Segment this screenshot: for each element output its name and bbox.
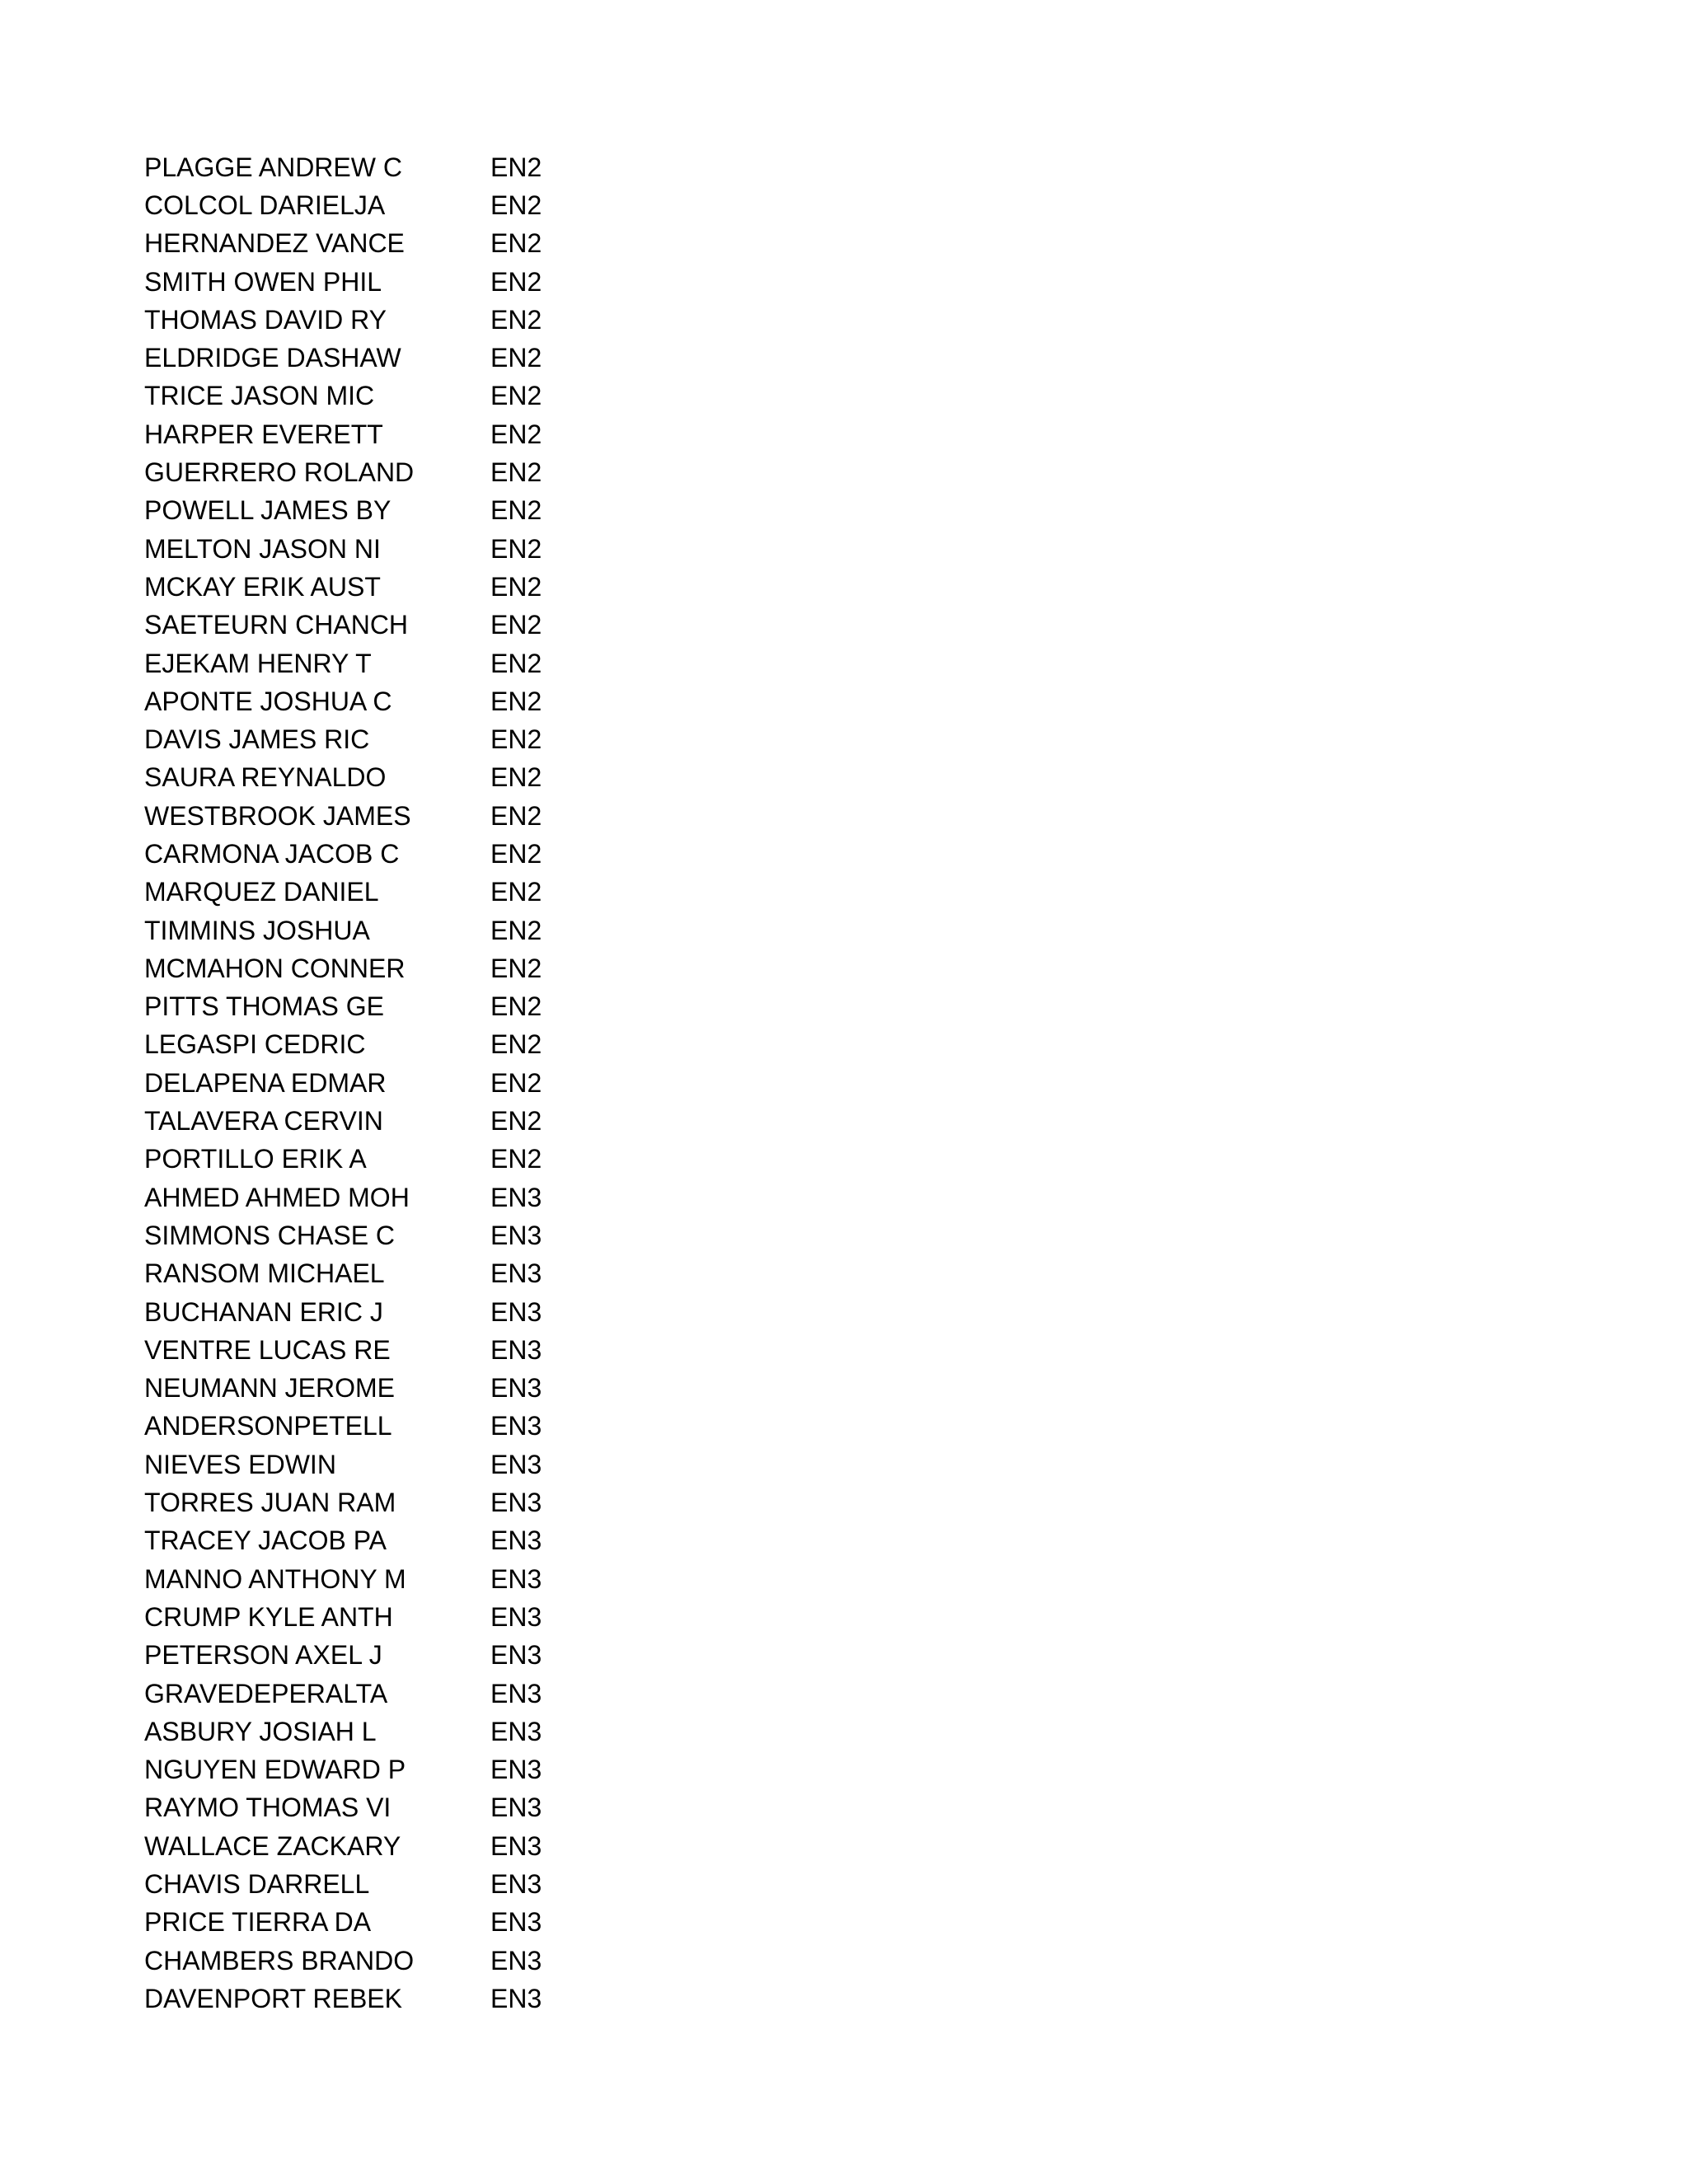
roster-row — [144, 225, 573, 263]
roster-rate: EN3 — [490, 1258, 542, 1289]
roster-name: SAETEURN CHANCH — [144, 610, 409, 640]
roster-rate: EN2 — [490, 1029, 542, 1060]
roster-rate: EN2 — [490, 457, 542, 488]
roster-name: VENTRE LUCAS RE — [144, 1334, 391, 1365]
roster-row — [144, 377, 573, 415]
roster-rate: EN2 — [490, 1144, 542, 1174]
roster-row — [144, 301, 573, 339]
roster-name: TIMMINS JOSHUA — [144, 915, 370, 945]
roster-row — [144, 1331, 573, 1369]
roster-name: MCKAY ERIK AUST — [144, 571, 381, 602]
roster-row — [144, 530, 573, 568]
roster-row — [144, 644, 573, 682]
roster-row — [144, 1789, 573, 1827]
roster-name: MCMAHON CONNER — [144, 953, 406, 983]
roster-rate: EN2 — [490, 304, 542, 335]
roster-name: THOMAS DAVID RY — [144, 304, 387, 335]
roster-name: ANDERSONPETELL — [144, 1411, 392, 1441]
roster-row — [144, 1408, 573, 1446]
roster-rate: EN2 — [490, 533, 542, 564]
roster-row — [144, 1446, 573, 1483]
roster-rate: EN2 — [490, 877, 542, 907]
roster-rate: EN3 — [490, 1182, 542, 1212]
roster-rate: EN3 — [490, 1526, 542, 1556]
roster-row — [144, 797, 573, 835]
roster-name: CRUMP KYLE ANTH — [144, 1601, 393, 1632]
roster-name: SMITH OWEN PHIL — [144, 266, 382, 297]
roster-name: RANSOM MICHAEL — [144, 1258, 385, 1289]
roster-rate: EN2 — [490, 571, 542, 602]
roster-rate: EN2 — [490, 686, 542, 716]
roster-name: TORRES JUAN RAM — [144, 1488, 396, 1518]
roster-rate: EN2 — [490, 762, 542, 793]
roster-rate: EN3 — [490, 1716, 542, 1746]
roster-rate: EN2 — [490, 152, 542, 182]
roster-row — [144, 1598, 573, 1636]
roster-name: MELTON JASON NI — [144, 533, 381, 564]
roster-row — [144, 148, 573, 186]
roster-rate: EN2 — [490, 381, 542, 411]
roster-rate: EN3 — [490, 1640, 542, 1671]
roster-rate: EN3 — [490, 1296, 542, 1327]
roster-name: MANNO ANTHONY M — [144, 1563, 406, 1594]
roster-row — [144, 1750, 573, 1788]
roster-name: NEUMANN JEROME — [144, 1373, 396, 1404]
roster-row — [144, 492, 573, 530]
roster-row — [144, 1675, 573, 1713]
roster-name: TRICE JASON MIC — [144, 381, 375, 411]
roster-row — [144, 263, 573, 301]
roster-row — [144, 1179, 573, 1216]
roster-name: LEGASPI CEDRIC — [144, 1029, 366, 1060]
roster-rate: EN3 — [490, 1220, 542, 1250]
roster-name: PETERSON AXEL J — [144, 1640, 382, 1671]
roster-rate: EN2 — [490, 266, 542, 297]
roster-name: ELDRIDGE DASHAW — [144, 343, 401, 373]
roster-row — [144, 1216, 573, 1254]
roster-rate: EN3 — [490, 1601, 542, 1632]
roster-name: COLCOL DARIELJA — [144, 190, 386, 220]
roster-rate: EN2 — [490, 495, 542, 526]
roster-name: DAVIS JAMES RIC — [144, 724, 370, 755]
roster-name: SIMMONS CHASE C — [144, 1220, 396, 1250]
roster-rate: EN2 — [490, 419, 542, 449]
roster-row — [144, 1522, 573, 1560]
roster-rate: EN3 — [490, 1830, 542, 1861]
roster-name: WALLACE ZACKARY — [144, 1830, 401, 1861]
roster-rate: EN3 — [490, 1869, 542, 1899]
roster-row — [144, 1865, 573, 1903]
roster-row — [144, 1827, 573, 1865]
roster-rate: EN2 — [490, 343, 542, 373]
roster-name: PLAGGE ANDREW C — [144, 152, 402, 182]
roster-rate: EN3 — [490, 1563, 542, 1594]
roster-row — [144, 1255, 573, 1293]
roster-rate: EN3 — [490, 1411, 542, 1441]
roster-name: PORTILLO ERIK A — [144, 1144, 367, 1174]
roster-row — [144, 186, 573, 224]
roster-row — [144, 1483, 573, 1521]
roster-row — [144, 1064, 573, 1102]
roster-rate: EN2 — [490, 1067, 542, 1098]
roster-name: CHAMBERS BRANDO — [144, 1945, 415, 1975]
roster-rate: EN2 — [490, 953, 542, 983]
roster-name: MARQUEZ DANIEL — [144, 877, 379, 907]
roster-name: DAVENPORT REBEK — [144, 1983, 402, 2013]
roster-rate: EN2 — [490, 800, 542, 831]
roster-name: GUERRERO ROLAND — [144, 457, 415, 488]
roster-rate: EN3 — [490, 1488, 542, 1518]
roster-row — [144, 1102, 573, 1140]
roster-row — [144, 759, 573, 797]
roster-name: BUCHANAN ERIC J — [144, 1296, 383, 1327]
roster-row — [144, 912, 573, 949]
roster-row — [144, 1293, 573, 1331]
roster-name: TRACEY JACOB PA — [144, 1526, 387, 1556]
roster-list — [144, 148, 573, 2018]
roster-name: HARPER EVERETT — [144, 419, 383, 449]
roster-rate: EN3 — [490, 1907, 542, 1938]
roster-row — [144, 835, 573, 873]
roster-rate: EN3 — [490, 1793, 542, 1823]
roster-row — [144, 568, 573, 606]
roster-name: NIEVES EDWIN — [144, 1449, 336, 1479]
roster-name: TALAVERA CERVIN — [144, 1106, 383, 1137]
roster-row — [144, 1713, 573, 1750]
roster-name: PITTS THOMAS GE — [144, 991, 384, 1022]
roster-rate: EN3 — [490, 1334, 542, 1365]
roster-row — [144, 607, 573, 644]
roster-name: RAYMO THOMAS VI — [144, 1793, 392, 1823]
roster-rate: EN2 — [490, 724, 542, 755]
roster-name: SAURA REYNALDO — [144, 762, 387, 793]
roster-rate: EN2 — [490, 648, 542, 678]
roster-rate: EN2 — [490, 1106, 542, 1137]
roster-row — [144, 1026, 573, 1064]
roster-rate: EN3 — [490, 1755, 542, 1785]
roster-rate: EN2 — [490, 838, 542, 869]
roster-name: ASBURY JOSIAH L — [144, 1716, 377, 1746]
roster-name: CHAVIS DARRELL — [144, 1869, 370, 1899]
roster-rate: EN3 — [490, 1945, 542, 1975]
roster-row — [144, 1904, 573, 1942]
roster-row — [144, 1370, 573, 1408]
roster-rate: EN3 — [490, 1373, 542, 1404]
roster-row — [144, 1141, 573, 1179]
roster-row — [144, 415, 573, 453]
roster-row — [144, 453, 573, 491]
roster-row — [144, 1980, 573, 2018]
roster-rate: EN2 — [490, 915, 542, 945]
roster-rate: EN3 — [490, 1449, 542, 1479]
roster-row — [144, 874, 573, 912]
roster-row — [144, 1942, 573, 1980]
roster-rate: EN2 — [490, 190, 542, 220]
roster-name: GRAVEDEPERALTA — [144, 1678, 388, 1708]
roster-row — [144, 339, 573, 377]
roster-name: APONTE JOSHUA C — [144, 686, 392, 716]
roster-rate: EN3 — [490, 1678, 542, 1708]
roster-name: CARMONA JACOB C — [144, 838, 400, 869]
roster-name: EJEKAM HENRY T — [144, 648, 372, 678]
roster-name: PRICE TIERRA DA — [144, 1907, 372, 1938]
roster-name: HERNANDEZ VANCE — [144, 228, 405, 259]
roster-name: WESTBROOK JAMES — [144, 800, 411, 831]
roster-name: DELAPENA EDMAR — [144, 1067, 387, 1098]
roster-row — [144, 720, 573, 758]
roster-rate: EN3 — [490, 1983, 542, 2013]
roster-row — [144, 1560, 573, 1598]
roster-name: NGUYEN EDWARD P — [144, 1755, 406, 1785]
roster-rate: EN2 — [490, 228, 542, 259]
roster-rate: EN2 — [490, 991, 542, 1022]
roster-row — [144, 682, 573, 720]
roster-row — [144, 1637, 573, 1675]
roster-name: POWELL JAMES BY — [144, 495, 392, 526]
roster-row — [144, 949, 573, 987]
roster-name: AHMED AHMED MOH — [144, 1182, 410, 1212]
roster-row — [144, 988, 573, 1026]
roster-rate: EN2 — [490, 610, 542, 640]
